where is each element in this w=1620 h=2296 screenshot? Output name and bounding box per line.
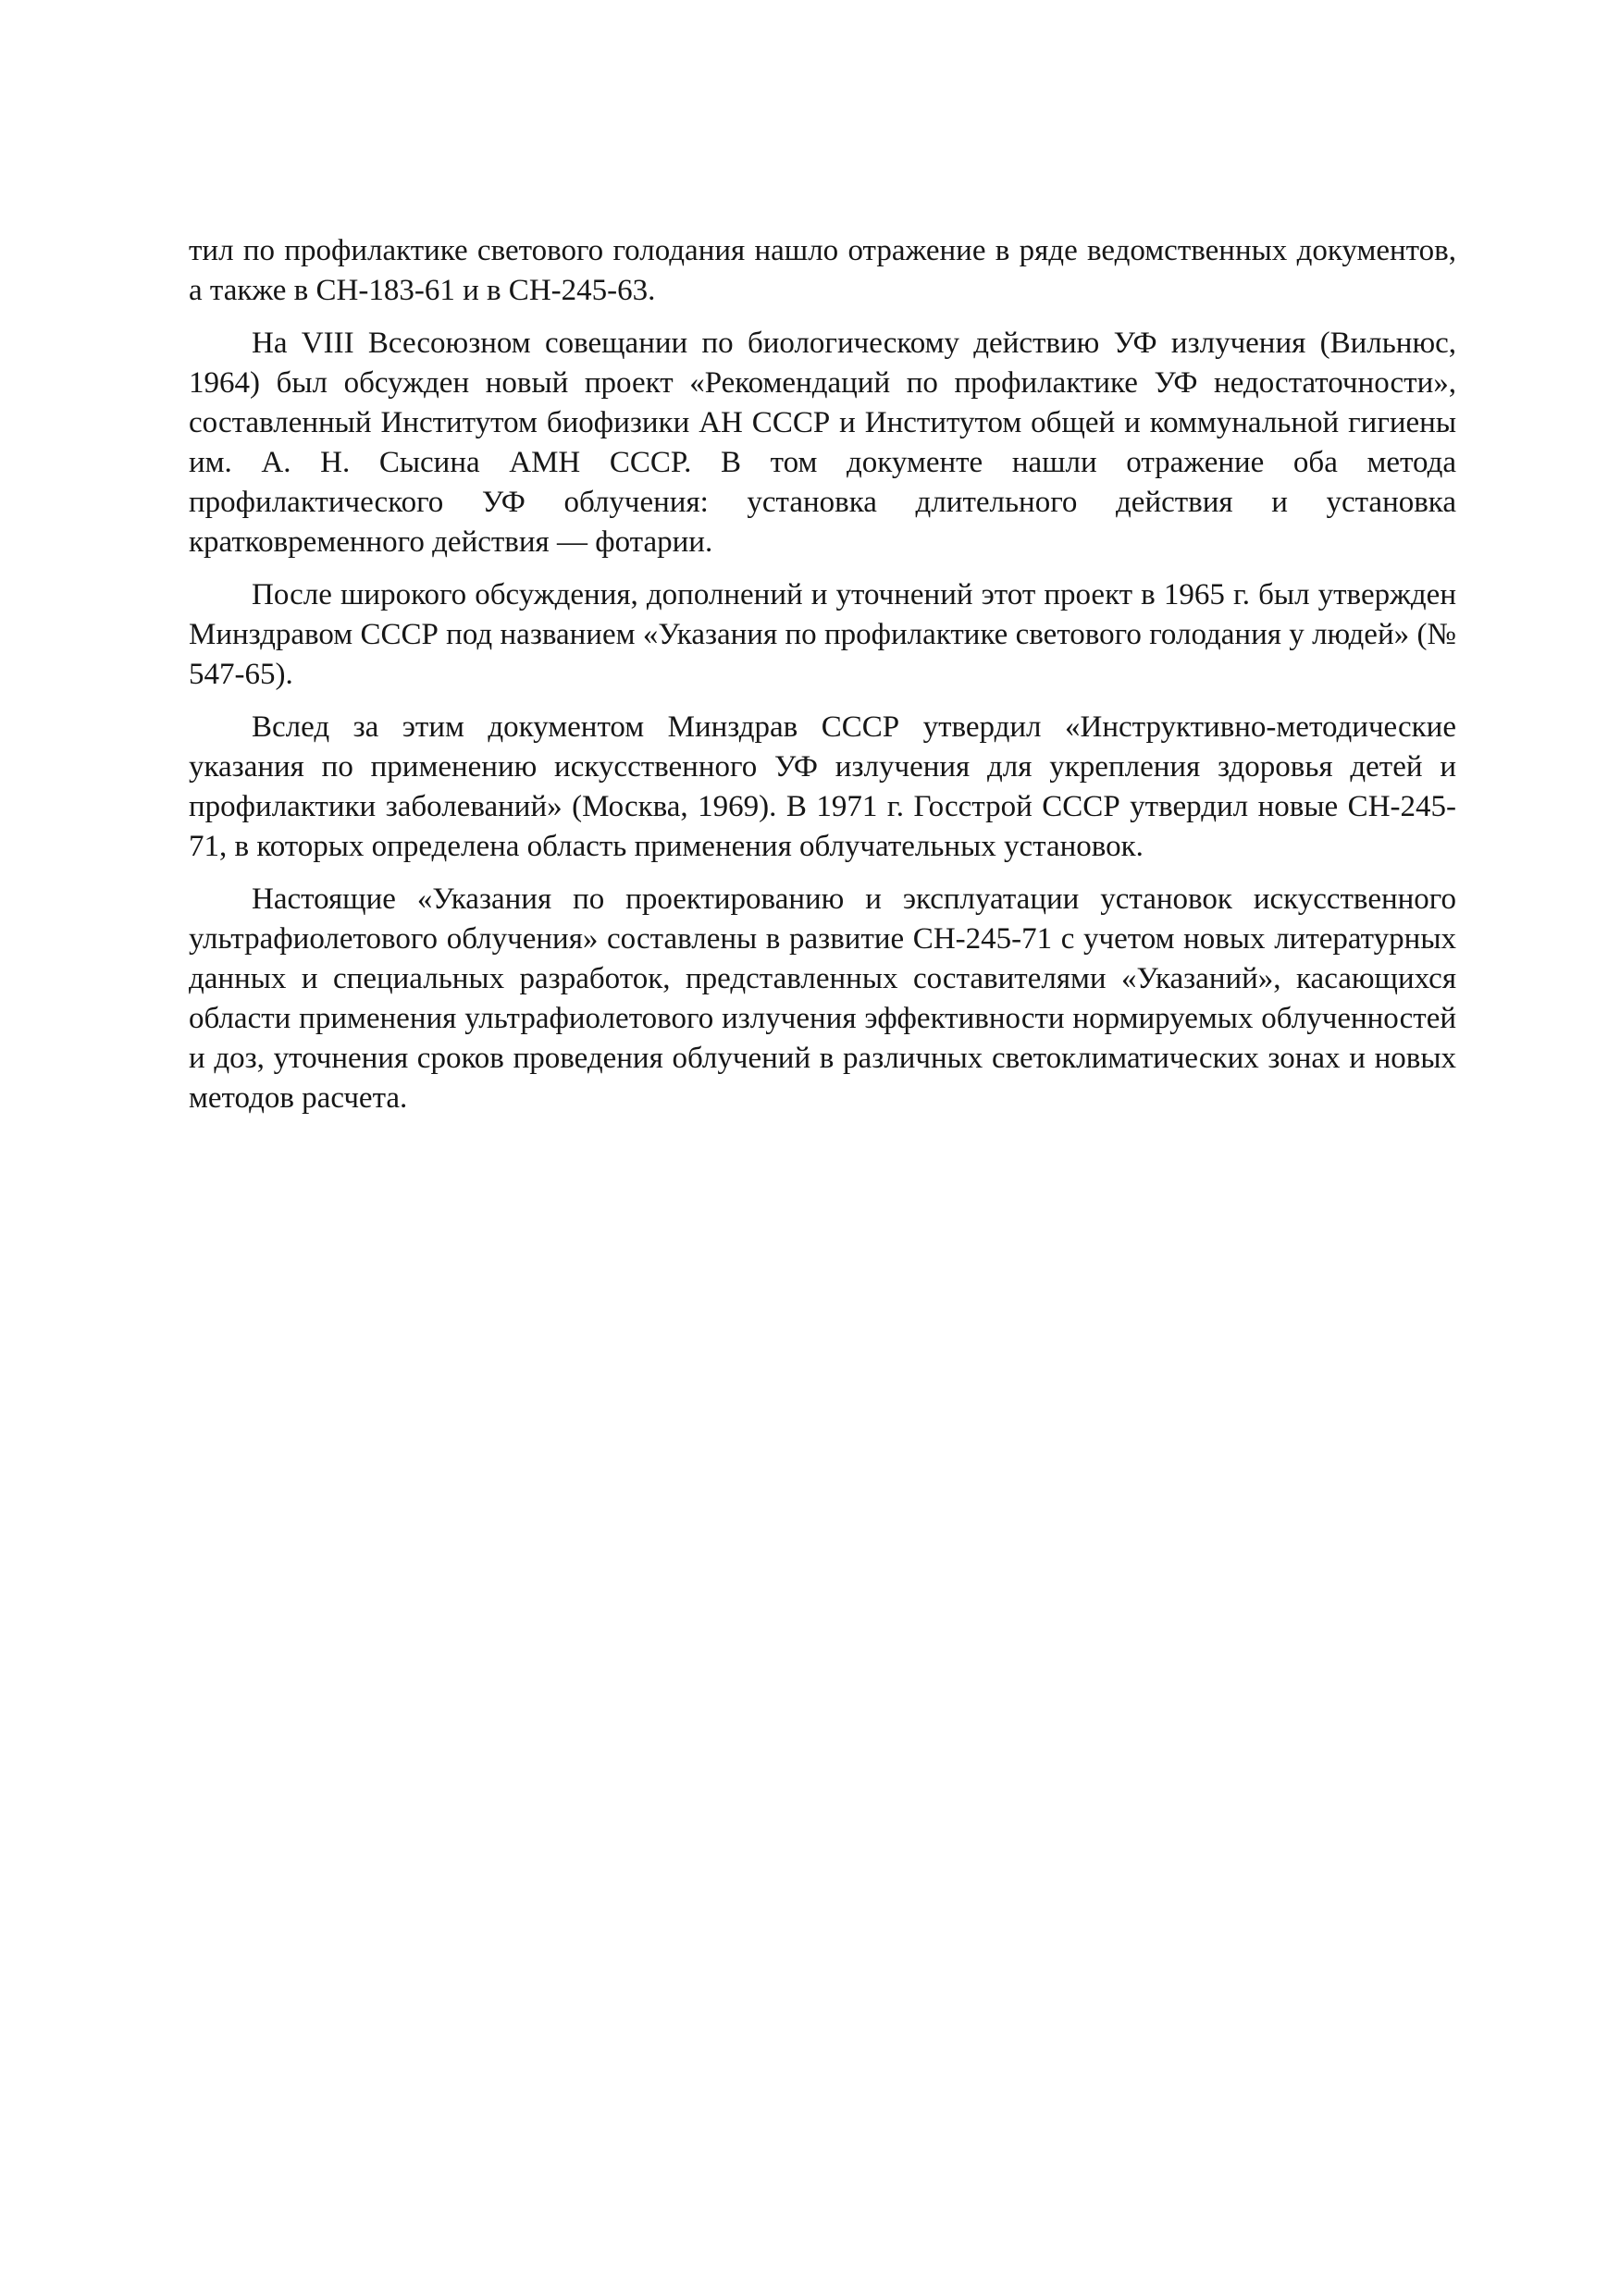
paragraph-4: Вслед за этим документом Минздрав СССР утвердил «Инструктивно-методические указания по применению искусственного УФ излучения для укрепления здоровья детей и профилактики заболеваний» (Москва, 1969). В 1971 г. Госстрой СССР утвердил новые СН-245-71, в которых определена область применения облучательных установок.: [189, 710, 1456, 863]
paragraph-3: После широкого обсуждения, дополнений и уточнений этот проект в 1965 г. был утвержден Минздравом СССР под названием «Указания по профилактике светового голодания у людей» (№ 547-65).: [189, 578, 1456, 691]
paragraph-5: Настоящие «Указания по проектированию и эксплуатации установок искусственного ультрафиолетового облучения» составлены в развитие СН-245-71 с учетом новых литературных данных и специальных разработок, представленных составителями «Указаний», касающихся области применения ультрафиолетового излучения эффективности нормируемых облученностей и доз, уточнения сроков проведения облучений в различных светоклиматических зонах и новых методов расчета.: [189, 883, 1456, 1115]
paragraph-1: тил по профилактике светового голодания нашло отражение в ряде ведомственных документов, а также в СН-183-61 и в СН-245-63.: [189, 234, 1456, 307]
paragraph-2: На VIII Всесоюзном совещании по биологическому действию УФ излучения (Вильнюс, 1964) был обсужден новый проект «Рекомендаций по профилактике УФ недостаточности», составленный Институтом биофизики АН СССР и Институтом общей и коммунальной гигиены им. А. Н. Сысина АМН СССР. В том документе нашли отражение оба метода профилактического УФ облучения: установка длительного действия и установка кратковременного действия — фотарии.: [189, 327, 1456, 559]
text-body: [189, 231, 1456, 1118]
